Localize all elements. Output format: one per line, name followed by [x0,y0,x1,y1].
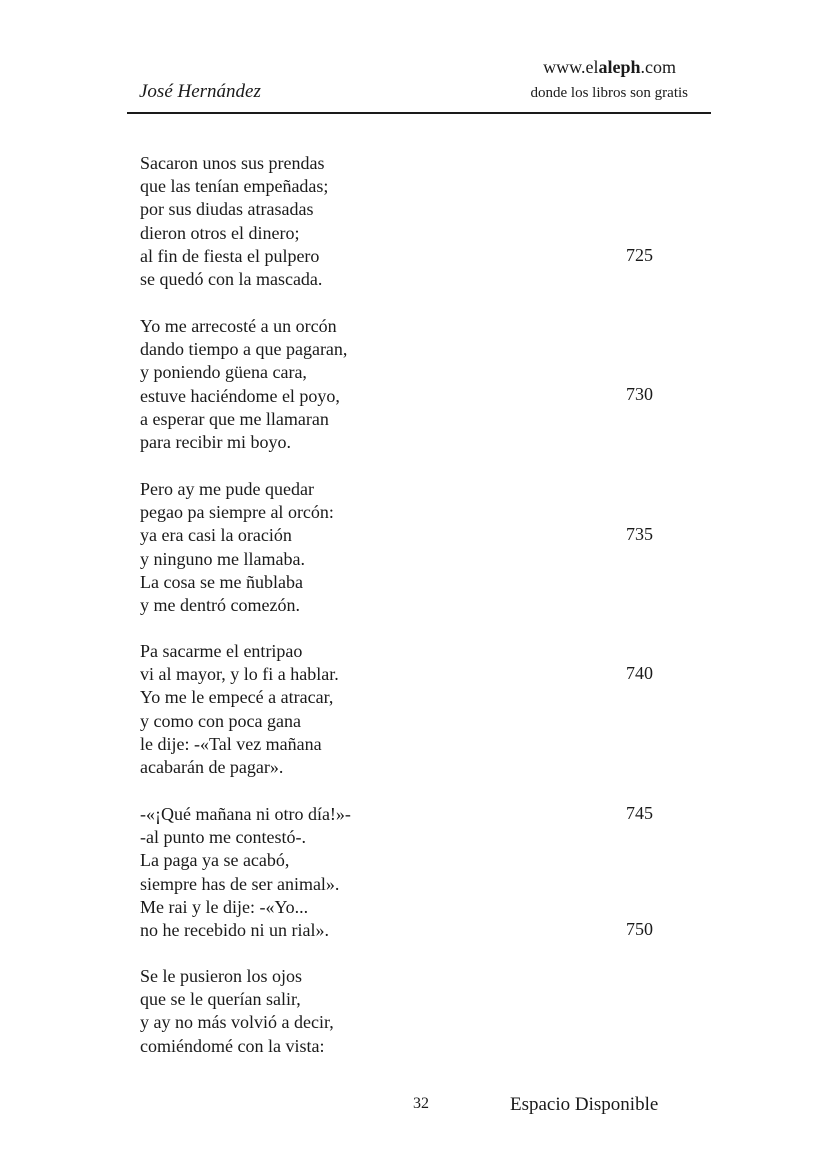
verse-line: Me rai y le dije: -«Yo... [140,896,309,917]
line-number: 735 [626,524,653,544]
verse-line: estuve haciéndome el poyo, [140,385,340,406]
stanza [140,315,347,454]
verse-line: comiéndomé con la vista: [140,1035,325,1056]
verse-line: y me dentró comezón. [140,595,300,616]
verse-line: La paga ya se acabó, [140,850,290,871]
stanza [140,803,351,942]
verse-line: -al punto me contestó-. [140,827,306,848]
verse-line: Pa sacarme el entripao [140,641,303,661]
verse-line: Sacaron unos sus prendas [140,153,325,173]
site-url-suffix: .com [640,57,676,77]
verse-line: y ay no más volvió a decir, [140,1012,334,1033]
page-number: 32 [413,1095,429,1112]
stanza [140,152,328,291]
verse-line: y poniendo güena cara, [140,362,307,383]
verse-line: para recibir mi boyo. [140,432,291,453]
verse-line: se quedó con la mascada. [140,269,323,290]
stanza [140,478,334,617]
verse-line: que las tenían empeñadas; [140,176,329,197]
site-url[interactable] [0,57,676,78]
verse-line: por sus diudas atrasadas [140,199,314,220]
verse-line: que se le querían salir, [140,989,301,1010]
author-name: José Hernández [139,81,261,102]
verse-line: a esperar que me llamaran [140,408,329,429]
line-number: 740 [626,663,653,683]
verse-line: pegao pa siempre al orcón: [140,502,334,523]
verse-line: dando tiempo a que pagaran, [140,339,348,360]
verse-line: Yo me le empecé a atracar, [140,687,334,708]
verse-line: acabarán de pagar». [140,757,284,778]
verse-line: Se le pusieron los ojos [140,966,302,986]
footer-text: Espacio Disponible [510,1094,659,1115]
header-rule [127,112,711,114]
verse-line: al fin de fiesta el pulpero [140,245,320,266]
verse-line: Yo me arrecosté a un orcón [140,316,337,336]
site-url-bold: aleph [598,57,641,77]
verse-line: siempre has de ser animal». [140,873,340,894]
verse-line: -«¡Qué mañana ni otro día!»- [140,804,351,824]
verse-line: y como con poca gana [140,710,301,731]
site-url-prefix: www.el [543,57,599,77]
stanza [140,640,339,779]
verse-line: vi al mayor, y lo fi a hablar. [140,664,339,685]
verse-line: ya era casi la oración [140,525,292,546]
line-number: 725 [626,245,653,265]
verse-line: La cosa se me ñublaba [140,571,303,592]
line-number: 750 [626,919,653,939]
verse-line: y ninguno me llamaba. [140,548,305,569]
verse-line: no he recebido ni un rial». [140,920,329,941]
stanza [140,965,334,1058]
verse-line: Pero ay me pude quedar [140,479,314,499]
verse-line: dieron otros el dinero; [140,222,300,243]
site-tagline: donde los libros son gratis [530,85,688,101]
line-number: 730 [626,384,653,404]
verse-line: le dije: -«Tal vez mañana [140,733,322,754]
line-number: 745 [626,803,653,823]
